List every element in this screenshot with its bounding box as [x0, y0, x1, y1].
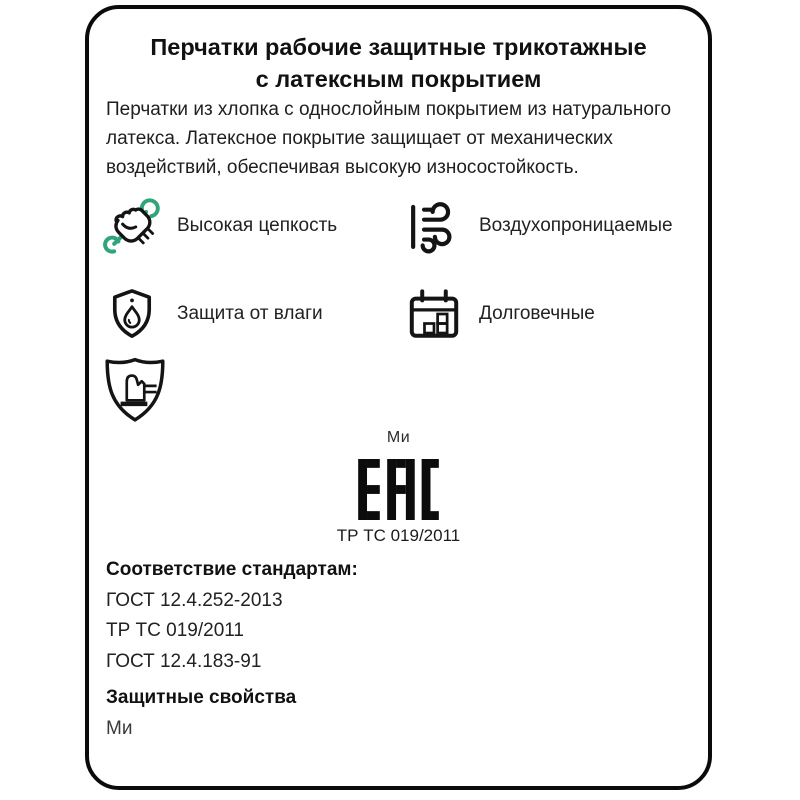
standards-heading: Соответствие стандартам:	[106, 559, 358, 580]
feature-breathable	[403, 193, 701, 259]
protection-class-code: Ми	[386, 429, 411, 446]
feature-high-grip	[101, 193, 403, 259]
protective-properties-block	[106, 687, 296, 740]
product-description: Перчатки из хлопка с однослойным покрытием из натурального латекса. Латексное покрытие защищает от механических воздействий, обеспечивая высокую износостойкость.	[106, 99, 672, 178]
protective-properties-value: Ми	[106, 718, 133, 739]
eac-mark	[89, 459, 708, 520]
standard-item: ГОСТ 12.4.252-2013	[106, 589, 283, 611]
standards-block	[106, 559, 358, 673]
features-grid	[101, 193, 701, 347]
airflow-icon	[403, 193, 465, 259]
technical-regulation: ТР ТС 019/2011	[336, 526, 461, 545]
feature-label: Высокая цепкость	[177, 215, 338, 236]
feature-label: Защита от влаги	[177, 303, 323, 324]
feature-moisture-protection	[101, 281, 403, 347]
shield-water-drop-icon	[101, 281, 163, 347]
protective-properties-heading: Защитные свойства	[106, 687, 297, 708]
standard-item: ГОСТ 12.4.183-91	[106, 650, 262, 672]
standard-item: ТР ТС 019/2011	[106, 620, 245, 641]
product-title	[89, 31, 708, 95]
product-title-line2: с латексным покрытием	[255, 66, 542, 92]
feature-label: Воздухопроницаемые	[479, 215, 673, 236]
glove-wrench-grip-icon	[101, 193, 163, 259]
feature-label: Долговечные	[479, 303, 595, 324]
mechanical-protection-shield-icon	[103, 355, 167, 425]
certification-block	[89, 429, 708, 546]
calendar-durability-icon	[403, 281, 465, 347]
product-title-line1: Перчатки рабочие защитные трикотажные	[150, 34, 647, 60]
product-card	[85, 5, 712, 790]
feature-durable	[403, 281, 701, 347]
